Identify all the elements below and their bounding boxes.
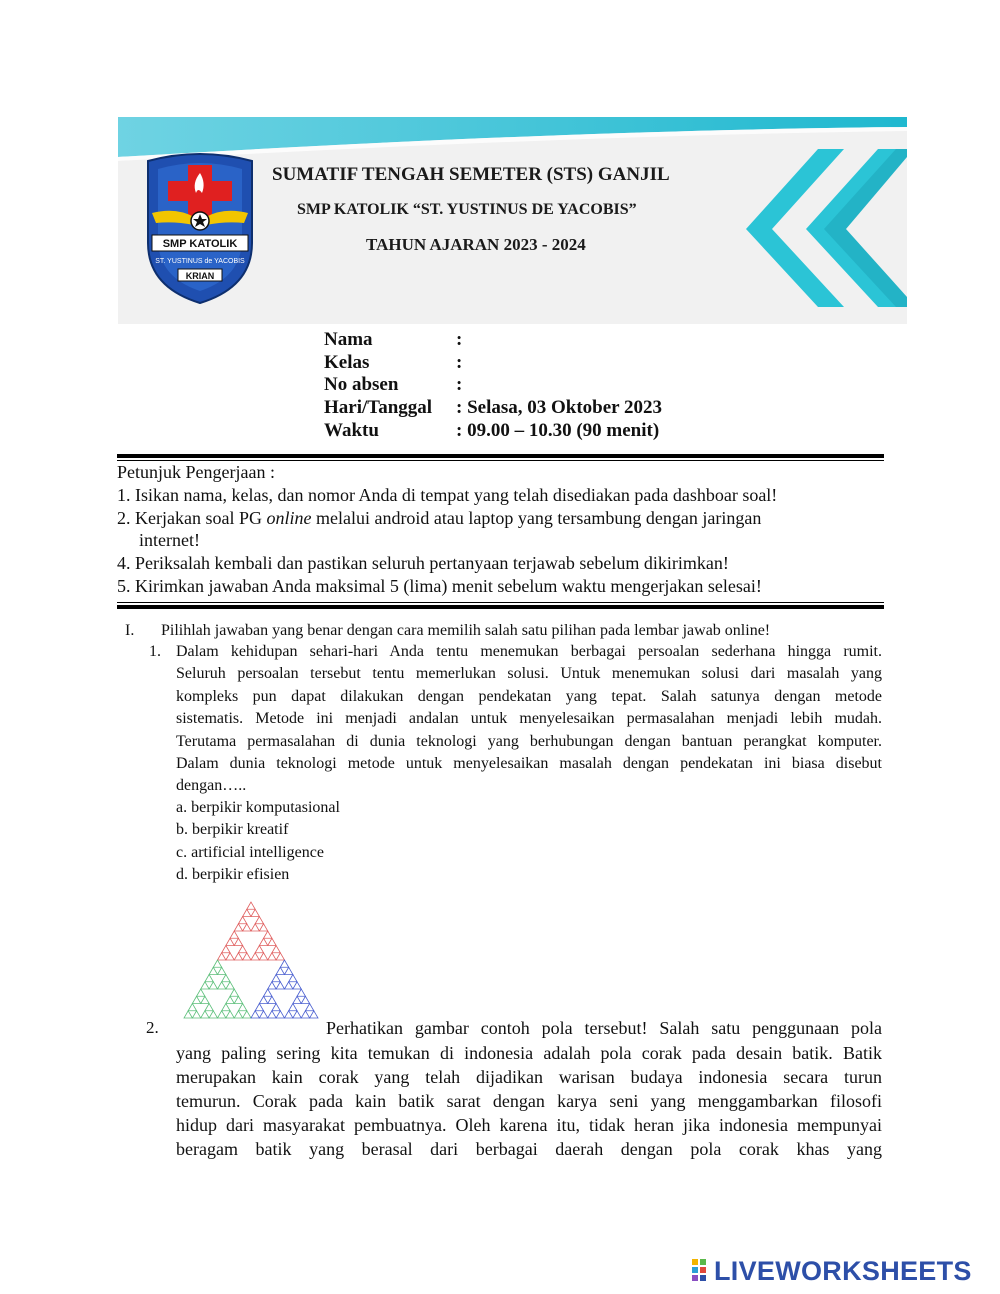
instruction-item-4: 4. Periksalah kembali dan pastikan seluruh pertanyaan terjawab sebelum dikirimkan! — [117, 553, 729, 573]
sierpinski-cell — [218, 982, 226, 989]
field-value-hari-tanggal: : Selasa, 03 Oktober 2023 — [456, 397, 663, 418]
sierpinski-cell — [268, 996, 276, 1003]
field-value-kelas[interactable]: : — [456, 352, 463, 373]
sierpinski-cell — [293, 982, 301, 989]
sierpinski-cell — [234, 953, 242, 960]
school-logo — [144, 151, 256, 305]
chevron-arrows-icon — [746, 149, 907, 307]
sierpinski-cell — [293, 996, 301, 1003]
field-value-no-absen[interactable]: : — [456, 374, 463, 395]
sierpinski-cell — [264, 989, 272, 996]
sierpinski-cell — [234, 1011, 242, 1018]
question-1-line: Terutama permasalahan di dunia teknologi yang berhubungan dengan bantuan perangkat komputer. — [176, 733, 882, 750]
sierpinski-cell — [184, 1011, 192, 1018]
section-instruction: Pilihlah jawaban yang benar dengan cara memilih salah satu pilihan pada lembar jawab online! — [161, 622, 771, 639]
question-1-option-a[interactable]: a. berpikir komputasional — [176, 799, 340, 816]
sierpinski-cell — [243, 924, 251, 931]
field-label-no-absen: No absen — [324, 374, 399, 395]
school-name: SMP KATOLIK “ST. YUSTINUS DE YACOBIS” — [297, 201, 637, 218]
sierpinski-cell — [251, 924, 259, 931]
sierpinski-cell — [230, 931, 238, 938]
instructions-title: Petunjuk Pengerjaan : — [117, 462, 275, 482]
sierpinski-cell — [276, 1011, 284, 1018]
question-2-first-line: Perhatikan gambar contoh pola tersebut! Salah satu penggunaan pola — [326, 1018, 882, 1038]
sierpinski-cell — [234, 938, 242, 945]
sierpinski-cell — [213, 960, 221, 967]
sierpinski-cell — [293, 1011, 301, 1018]
sierpinski-cell — [218, 967, 226, 974]
question-1-line: Dalam kehidupan sehari-hari Anda tentu menemukan berbagai persoalan sederhana hingga rumit. — [176, 643, 882, 660]
sierpinski-cell — [285, 982, 293, 989]
liveworksheets-logo-icon — [692, 1259, 714, 1283]
sierpinski-cell — [297, 989, 305, 996]
sierpinski-cell — [247, 902, 255, 909]
sierpinski-cell — [230, 989, 238, 996]
sierpinski-cell — [255, 946, 263, 953]
sierpinski-cell — [238, 1004, 246, 1011]
question-1-line: Seluruh persoalan tersebut tentu memerlukan solusi. Untuk menemukan solusi dari masalah yang — [176, 665, 882, 682]
sierpinski-cell — [285, 1011, 293, 1018]
sierpinski-cell — [301, 1011, 309, 1018]
field-label-nama: Nama — [324, 329, 373, 350]
field-label-hari-tanggal: Hari/Tanggal — [324, 397, 433, 418]
divider-thick — [117, 454, 884, 458]
logo-ribbon-text: SMP KATOLIK — [162, 238, 238, 250]
sierpinski-cell — [251, 909, 259, 916]
sierpinski-cell — [268, 953, 276, 960]
instruction-item-2-italic: online — [266, 508, 312, 528]
instruction-item-2-cont: internet! — [139, 530, 200, 550]
question-2-line: temurun. Corak pada kain batik sarat dengan karya seni yang menggambarkan filosofi — [176, 1091, 882, 1111]
field-value-waktu: : 09.00 – 10.30 (90 menit) — [456, 420, 660, 441]
instruction-item-2-post: melalui android atau laptop yang tersambung dengan jaringan — [311, 508, 762, 528]
sierpinski-cell — [259, 938, 267, 945]
sierpinski-cell — [192, 996, 200, 1003]
question-2-line: hidup dari masyarakat pembuatnya. Oleh karena itu, tidak heran jika indonesia mempunyai — [176, 1115, 882, 1135]
question-2-line: beragam batik yang berasal dari berbagai daerah dengan pola corak khas yang — [176, 1139, 882, 1159]
question-1-line: sistematis. Metode ini menjadi andalan untuk menyelesaikan permasalahan menjadi lebih mudah. — [176, 710, 882, 727]
sierpinski-cell — [243, 953, 251, 960]
sierpinski-cell — [226, 953, 234, 960]
sierpinski-cell — [201, 1011, 209, 1018]
academic-year: TAHUN AJARAN 2023 - 2024 — [366, 235, 586, 254]
sierpinski-cell — [226, 938, 234, 945]
sierpinski-cell — [226, 982, 234, 989]
liveworksheets-brand[interactable] — [692, 1257, 972, 1285]
sierpinski-cell — [205, 1004, 213, 1011]
question-1-option-d[interactable]: d. berpikir efisien — [176, 866, 290, 883]
sierpinski-cell — [226, 996, 234, 1003]
sierpinski-cell — [238, 917, 246, 924]
sierpinski-cell — [222, 1004, 230, 1011]
sierpinski-cell — [192, 1011, 200, 1018]
sierpinski-cell — [268, 1011, 276, 1018]
instruction-item-5: 5. Kirimkan jawaban Anda maksimal 5 (lima) menit sebelum waktu mengerjakan selesai! — [117, 576, 762, 596]
question-1-number: 1. — [149, 643, 161, 660]
sierpinski-cell — [276, 982, 284, 989]
field-label-kelas: Kelas — [324, 352, 370, 373]
divider-thin — [117, 460, 884, 461]
sierpinski-cell — [305, 1004, 313, 1011]
sierpinski-cell — [301, 996, 309, 1003]
exam-title: SUMATIF TENGAH SEMETER (STS) GANJIL — [272, 164, 670, 185]
sierpinski-cell — [201, 982, 209, 989]
sierpinski-cell — [272, 975, 280, 982]
sierpinski-cell — [209, 982, 217, 989]
question-2-number: 2. — [146, 1018, 159, 1037]
sierpinski-cell — [222, 946, 230, 953]
sierpinski-cell — [234, 924, 242, 931]
sierpinski-cell — [201, 996, 209, 1003]
sierpinski-cell — [238, 946, 246, 953]
question-1-option-c[interactable]: c. artificial intelligence — [176, 844, 324, 861]
question-1-line: dengan….. — [176, 777, 247, 794]
sierpinski-cell — [188, 1004, 196, 1011]
sierpinski-cell — [264, 931, 272, 938]
sierpinski-cell — [259, 996, 267, 1003]
sierpinski-cell — [310, 1011, 318, 1018]
question-2-line: merupakan kain corak yang telah dijadikan warisan budaya indonesia secara turun — [176, 1067, 882, 1087]
section-number: I. — [125, 622, 135, 639]
sierpinski-cell — [259, 924, 267, 931]
sierpinski-cell — [251, 1011, 259, 1018]
sierpinski-cell — [209, 1011, 217, 1018]
sierpinski-cell — [255, 1004, 263, 1011]
logo-city-text: KRIAN — [185, 271, 215, 281]
instruction-item-1: 1. Isikan nama, kelas, dan nomor Anda di tempat yang telah disediakan pada dashboar soal! — [117, 485, 778, 505]
instruction-item-2-pre: 2. Kerjakan soal PG — [117, 508, 267, 528]
sierpinski-cell — [205, 975, 213, 982]
sierpinski-cell — [272, 946, 280, 953]
sierpinski-cell — [218, 1011, 226, 1018]
sierpinski-cell — [243, 1011, 251, 1018]
field-value-nama[interactable]: : — [456, 329, 463, 350]
sierpinski-cell — [285, 967, 293, 974]
sierpinski-cell — [255, 917, 263, 924]
divider-thin-2 — [117, 602, 884, 603]
sierpinski-cell — [268, 982, 276, 989]
sierpinski-cell — [209, 967, 217, 974]
sierpinski-cell — [280, 960, 288, 967]
sierpinski-cell — [234, 996, 242, 1003]
instruction-item-2 — [117, 508, 761, 529]
sierpinski-cell — [276, 953, 284, 960]
logo-arc-text: ST. YUSTINUS de YACOBIS — [155, 258, 245, 265]
sierpinski-cell — [268, 938, 276, 945]
sierpinski-cell — [218, 953, 226, 960]
question-2-line: yang paling sering kita temukan di indonesia adalah pola corak pada desain batik. Batik — [176, 1043, 882, 1063]
field-label-waktu: Waktu — [324, 420, 379, 441]
sierpinski-cell — [197, 989, 205, 996]
question-1-line: kompleks pun dapat dilakukan dengan pendekatan yang tepat. Salah satunya dengan metode — [176, 688, 882, 705]
sierpinski-cell — [289, 975, 297, 982]
sierpinski-cell — [259, 953, 267, 960]
sierpinski-cell — [243, 909, 251, 916]
divider-thick-2 — [117, 605, 884, 609]
question-1-option-b[interactable]: b. berpikir kreatif — [176, 821, 289, 838]
sierpinski-cell — [226, 1011, 234, 1018]
sierpinski-cell — [289, 1004, 297, 1011]
header-banner — [118, 117, 907, 324]
liveworksheets-brand-text: LIVEWORKSHEETS — [714, 1255, 972, 1286]
sierpinski-cell — [272, 1004, 280, 1011]
sierpinski-cell — [259, 1011, 267, 1018]
sierpinski-cell — [251, 953, 259, 960]
sierpinski-triangle-figure — [182, 900, 320, 1020]
sierpinski-cell — [276, 967, 284, 974]
sierpinski-cell — [222, 975, 230, 982]
question-1-line: Dalam dunia teknologi metode untuk menyelesaikan masalah dengan pendekatan ini biasa disebut — [176, 755, 882, 772]
